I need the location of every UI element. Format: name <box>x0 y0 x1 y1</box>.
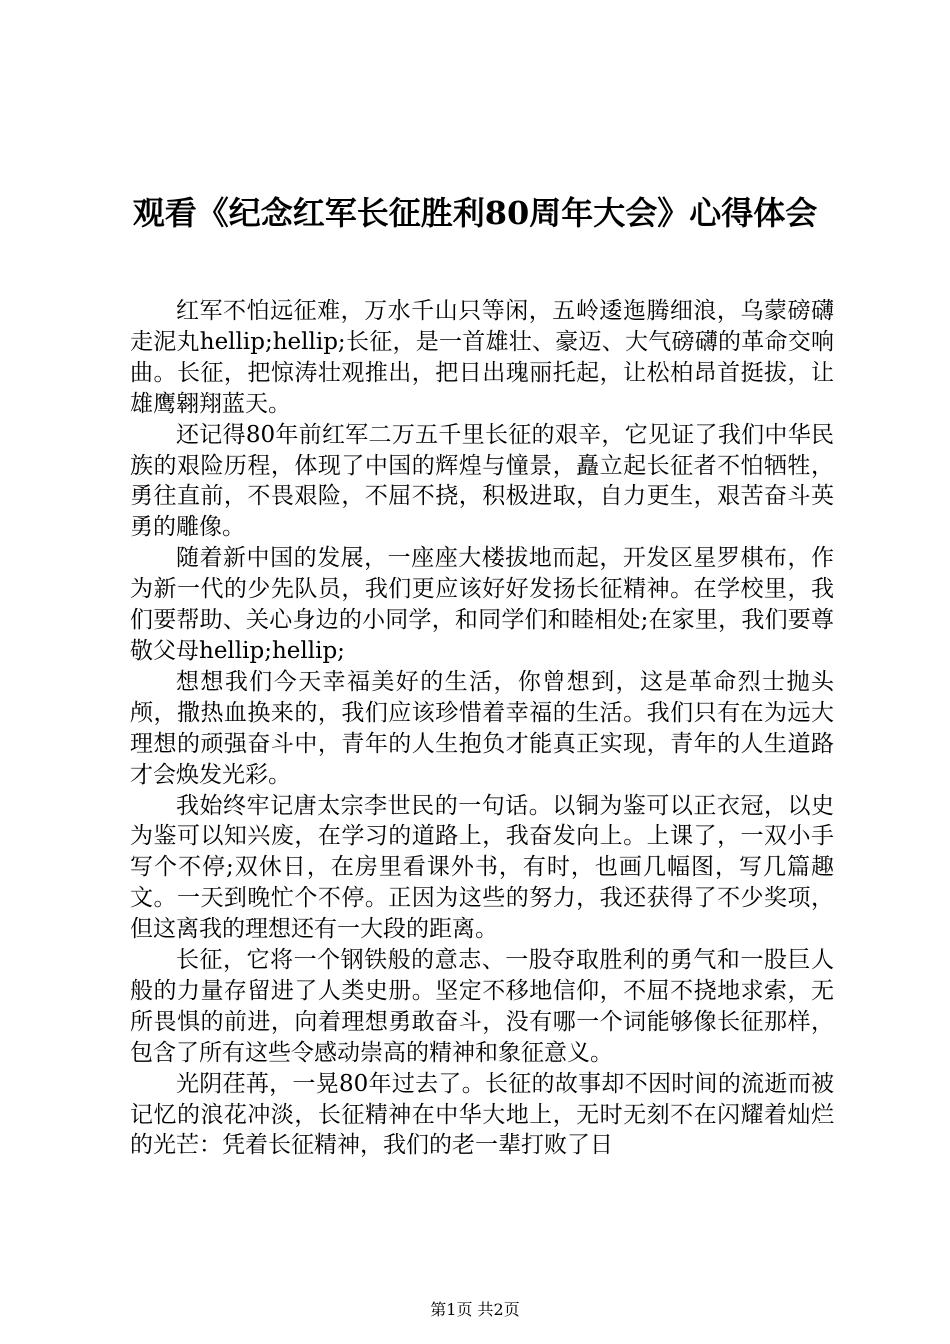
paragraph-1: 红军不怕远征难，万水千山只等闲，五岭逶迤腾细浪，乌蒙磅礴走泥丸hellip;hellip;长征，是一首雄壮、豪迈、大气磅礴的革命交响曲。长征，把惊涛壮观推出，把日出瑰丽托起，让松柏昂首挺拔，让雄鹰翱翔蓝天。 <box>130 298 834 417</box>
paragraph-4: 想想我们今天幸福美好的生活，你曾想到，这是革命烈士抛头颅，撒热血换来的，我们应该珍惜着幸福的生活。我们只有在为远大理想的顽强奋斗中，青年的人生抱负才能真正实现，青年的人生道路才会焕发光彩。 <box>130 668 834 788</box>
paragraph-7: 光阴荏苒，一晃80年过去了。长征的故事却不因时间的流逝而被记忆的浪花冲淡，长征精神在中华大地上，无时无刻不在闪耀着灿烂的光芒：凭着长征精神，我们的老一辈打败了日 <box>130 1070 834 1159</box>
paragraph-6: 长征，它将一个钢铁般的意志、一股夺取胜利的勇气和一股巨人般的力量存留进了人类史册。坚定不移地信仰，不屈不挠地求索，无所畏惧的前进，向着理想勇敢奋斗，没有哪一个词能够像长征那样，包含了所有这些令感动崇高的精神和象征意义。 <box>130 947 834 1066</box>
paragraph-2: 还记得80年前红军二万五千里长征的艰辛，它见证了我们中华民族的艰险历程，体现了中国的辉煌与憧景，矗立起长征者不怕牺牲，勇往直前，不畏艰险，不屈不挠，积极进取，自力更生，艰苦奋斗英勇的雕像。 <box>130 421 834 541</box>
paragraph-3: 随着新中国的发展，一座座大楼拔地而起，开发区星罗棋布，作为新一代的少先队员，我们更应该好好发扬长征精神。在学校里，我们要帮助、关心身边的小同学，和同学们和睦相处;在家里，我们要尊敬父母hellip;hellip; <box>130 545 834 664</box>
document-title: 观看《纪念红军长征胜利80周年大会》心得体会 <box>132 194 818 232</box>
page-footer: 第1页 共2页 <box>430 1300 520 1319</box>
document-body <box>130 296 834 1161</box>
paragraph-5: 我始终牢记唐太宗李世民的一句话。以铜为鉴可以正衣冠，以史为鉴可以知兴废，在学习的道路上，我奋发向上。上课了，一双小手写个不停;双休日，在房里看课外书，有时，也画几幅图，写几篇趣文。一天到晚忙个不停。正因为这些的努力，我还获得了不少奖项，但这离我的理想还有一大段的距离。 <box>130 792 834 943</box>
